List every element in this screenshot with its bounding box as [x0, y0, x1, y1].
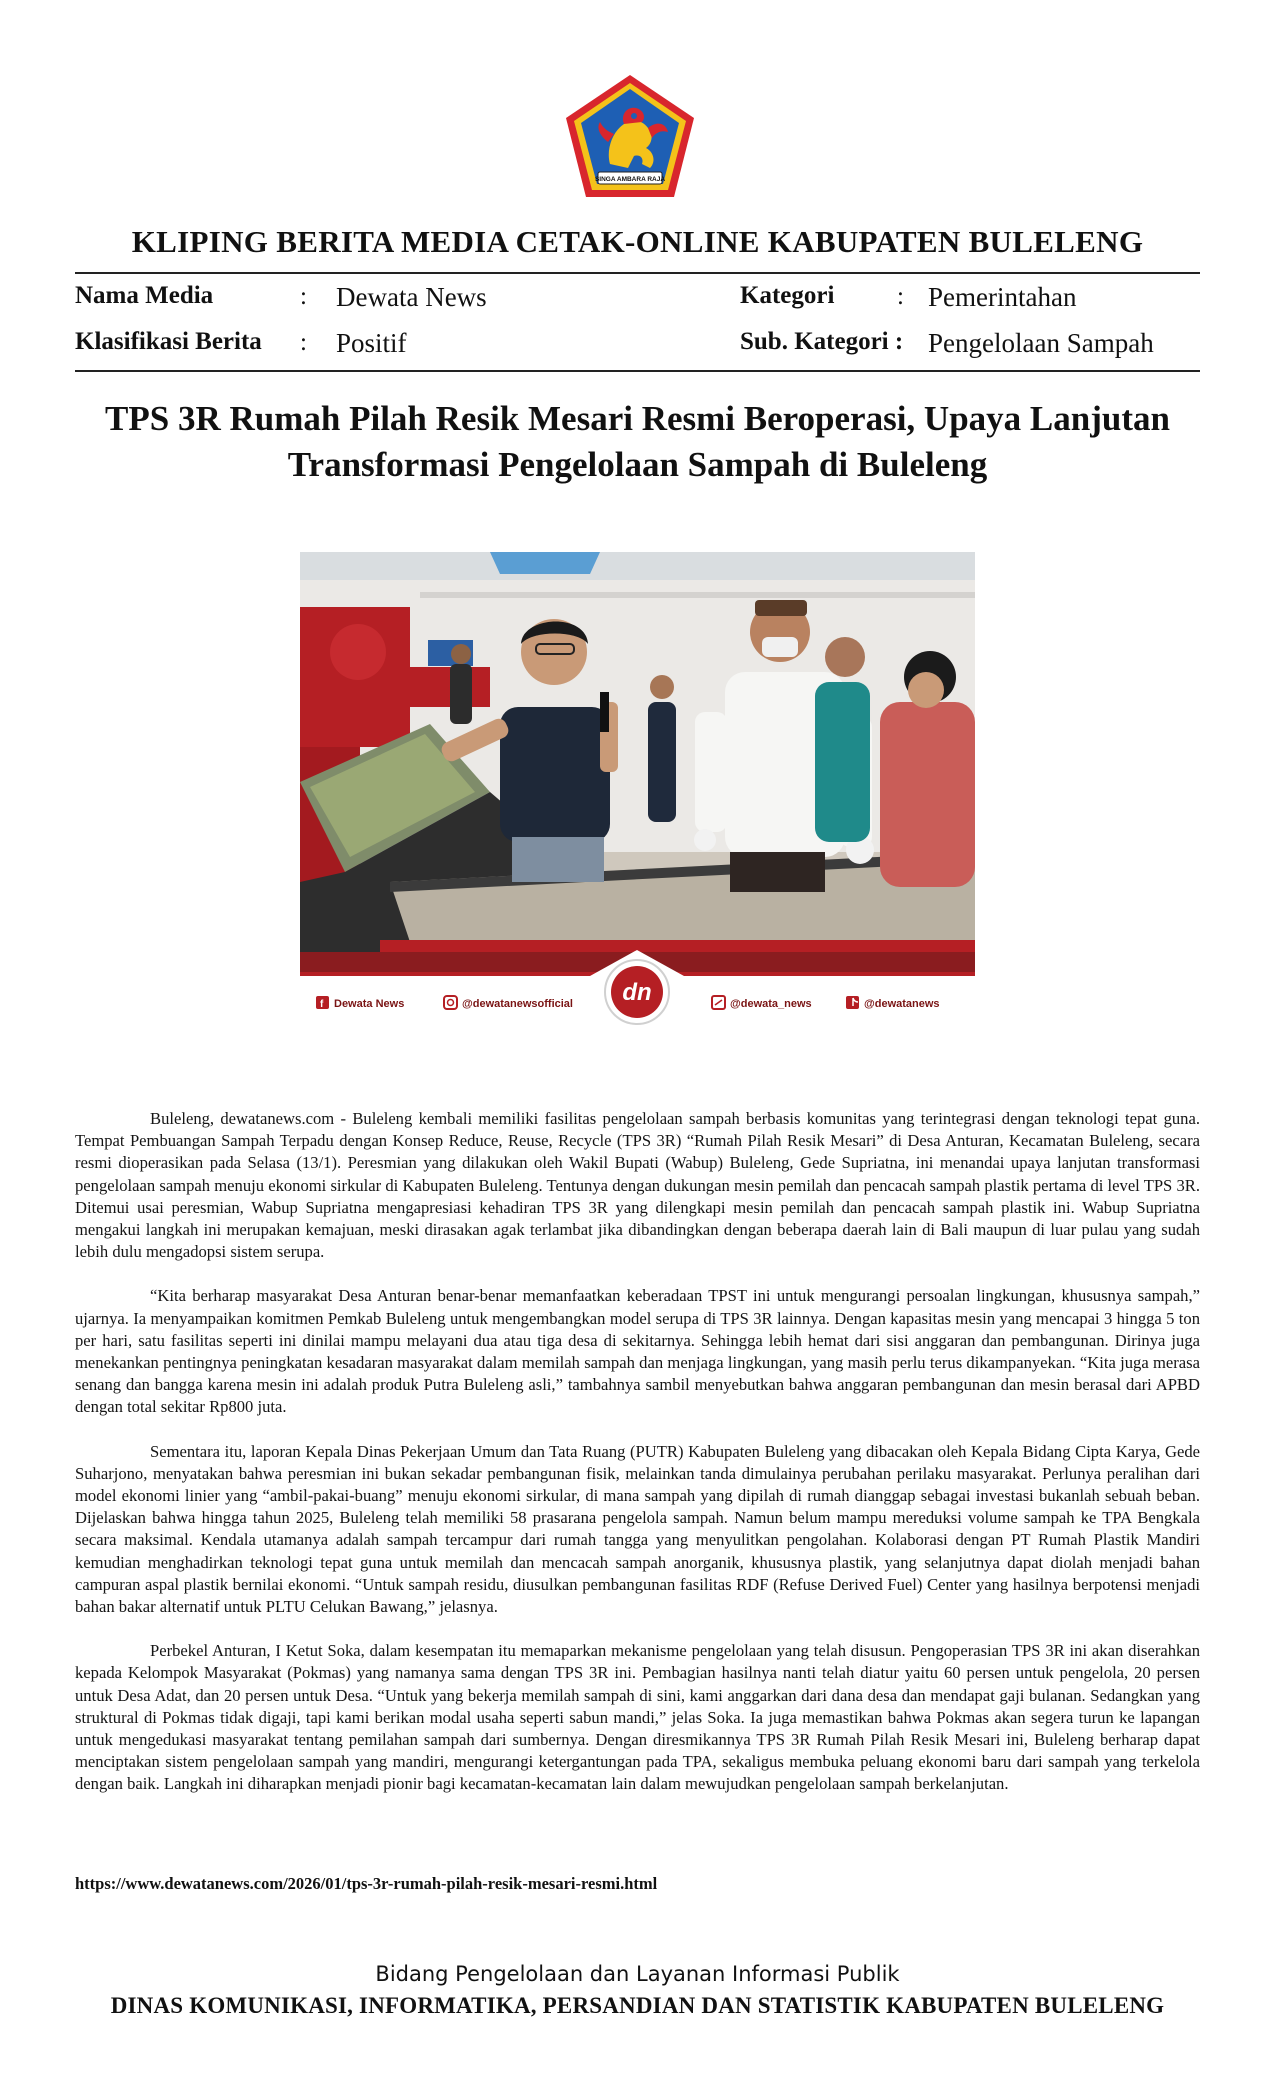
facebook-icon — [316, 996, 329, 1010]
footer-division: Bidang Pengelolaan dan Layanan Informasi Publik — [375, 1962, 900, 1986]
article-paragraph-3: Sementara itu, laporan Kepala Dinas Pekerjaan Umum dan Tata Ruang (PUTR) Kabupaten Buleleng yang dibacakan oleh Kepala Bidang Cipta Karya, Gede Suharjono, menyatakan bahwa peresmian ini bukan sekadar pembangunan fisik, melainkan tanda dimulainya perubahan perilaku masyarakat. Perlunya peralihan dari model ekonomi linier yang “ambil-pakai-buang” menuju ekonomi sirkular, di mana sampah yang dipilah di rumah dianggap sebagai investasi bukanlah sebuah beban. Dijelaskan bahwa hingga tahun 2025, Buleleng telah memiliki 58 prasarana pengelola sampah. Namun belum mampu mereduksi volume sampah ke TPA Bengkala secara maksimal. Kendala utamanya adalah sampah tercampur dari rumah tangga yang menyulitkan pengolahan. Kolaborasi dengan PT Rumah Plastik Mandiri kemudian menghadirkan teknologi tepat guna untuk memilah dan mencacah sampah anorganik, khususnya plastik, yang selanjutnya dapat diolah menjadi bahan campuran aspal plastik bernilai ekonomi. “Untuk sampah residu, diusulkan pembangunan fasilitas RDF (Refuse Derived Fuel) Center yang hasilnya berpotensi menjadi bahan bakar alternatif untuk PLTU Celukan Bawang,” jelasnya. — [75, 1441, 1200, 1617]
classification-value: Positif — [336, 328, 407, 358]
clipping-header-title: KLIPING BERITA MEDIA CETAK-ONLINE KABUPATEN BULELENG — [131, 224, 1144, 259]
social-tiktok-label: @dewatanews — [864, 998, 940, 1010]
social-instagram-label: @dewatanewsofficial — [462, 998, 573, 1010]
singa-ambara-raja-emblem — [562, 72, 698, 202]
article-paragraph-1: Buleleng, dewatanews.com - Buleleng kembali memiliki fasilitas pengelolaan sampah berbasis komunitas yang terintegrasi dengan teknologi tepat guna. Tempat Pembuangan Sampah Terpadu dengan Konsep Reduce, Reuse, Recycle (TPS 3R) “Rumah Pilah Resik Mesari” di Desa Anturan, Kecamatan Buleleng, secara resmi dioperasikan pada Selasa (13/1). Peresmian yang dilakukan oleh Wakil Bupati (Wabup) Buleleng, Gede Supriatna, ini menandai upaya lanjutan transformasi pengelolaan sampah menuju ekonomi sirkular di Kabupaten Buleleng. Tentunya dengan dukungan mesin pemilah dan pencacah sampah plastik pertama di level TPS 3R. Ditemui usai peresmian, Wabup Supriatna mengapresiasi kehadiran TPS 3R yang dilengkapi mesin pemilah dan pencacah sampah plastik ini. Wabup Supriatna mengakui langkah ini merupakan kemajuan, meski dirasakan agak terlambat jika dibandingkan dengan beberapa daerah lain di Bali maupun di luar pulau yang sudah lebih dulu mengadopsi sistem serupa. — [75, 1109, 1200, 1262]
header-rule-top — [75, 272, 1200, 274]
classification-label: Klasifikasi Berita — [75, 328, 262, 355]
media-name-label: Nama Media — [75, 282, 214, 309]
photo-watermark: dn — [622, 979, 652, 1006]
logo-motto: SINGA AMBARA RAJA — [594, 176, 666, 183]
social-twitter-label: @dewata_news — [730, 998, 812, 1010]
subcategory-label: Sub. Kategori : — [740, 328, 904, 355]
article-body — [75, 1108, 1200, 1818]
article-title — [75, 396, 1200, 488]
article-photo — [300, 552, 975, 1032]
classification-colon: : — [300, 329, 307, 356]
media-name-colon: : — [300, 283, 307, 310]
article-paragraph-2: “Kita berharap masyarakat Desa Anturan benar-benar memanfaatkan keberadaan TPST ini untuk mengurangi persoalan lingkungan, khususnya sampah,” ujarnya. Ia menyampaikan komitmen Pemkab Buleleng untuk mengembangkan model serupa di TPS 3R lainnya. Dengan kapasitas mesin yang mencapai 3 hingga 5 ton per hari, satu fasilitas seperti ini dinilai mampu melayani dua atau tiga desa di sekitarnya. Sehingga lebih hemat dari sisi anggaran dan pembangunan. Dirinya juga menekankan pentingnya peningkatan kesadaran masyarakat dalam memilah sampah dan menjaga lingkungan, yang masih perlu terus dikampanyekan. “Kita juga merasa senang dan bangga karena mesin ini adalah produk Putra Buleleng asli,” tambahnya sambil menyebutkan bahwa anggaran pembangunan dan mesin berasal dari APBD dengan total sekitar Rp800 juta. — [75, 1286, 1200, 1417]
tiktok-icon — [846, 996, 859, 1009]
media-name-value: Dewata News — [336, 282, 487, 312]
svg-text:f: f — [320, 999, 324, 1010]
article-title-line2: Transformasi Pengelolaan Sampah di Buleleng — [287, 445, 988, 484]
article-photo-illustration — [300, 552, 975, 1032]
subcategory-value: Pengelolaan Sampah — [928, 328, 1154, 358]
category-label: Kategori — [740, 282, 835, 309]
header-rule-bottom — [75, 370, 1200, 372]
article-paragraph-4: Perbekel Anturan, I Ketut Soka, dalam kesempatan itu memaparkan mekanisme pengelolaan yang telah disusun. Pengoperasian TPS 3R ini akan diserahkan kepada Kelompok Masyarakat (Pokmas) yang namanya sama dengan TPS 3R ini. Pembagian hasilnya nanti telah diatur yaitu 60 persen untuk pengelola, 20 persen untuk Desa Adat, dan 20 persen untuk Desa. “Untuk yang bekerja memilah sampah di sini, kami anggarkan dari dana desa dan mendapat gaji bulanan. Sedangkan yang struktural di Pokmas tidak digaji, tapi kami berikan modal usaha seperti sabun mandi,” jelas Soka. Ia juga memastikan bahwa Pokmas akan segera turun ke lapangan untuk mengedukasi masyarakat tentang pemilahan sampah dari sumbernya. Dengan diresmikannya TPS 3R Rumah Pilah Resik Mesari ini, Buleleng berharap dapat menciptakan sistem pengelolaan sampah yang mandiri, mengurangi ketergantungan pada TPA, sekaligus membuka peluang ekonomi baru dari sampah yang terkelola dengan baik. Langkah ini diharapkan menjadi pionir bagi kecamatan-kecamatan lain dalam mewujudkan pengelolaan sampah berkelanjutan. — [75, 1641, 1200, 1794]
social-facebook-label: Dewata News — [334, 998, 405, 1010]
regency-logo — [562, 72, 698, 202]
article-title-line1: TPS 3R Rumah Pilah Resik Mesari Resmi Beroperasi, Upaya Lanjutan — [105, 399, 1170, 438]
category-value: Pemerintahan — [928, 282, 1077, 312]
footer-agency: DINAS KOMUNIKASI, INFORMATIKA, PERSANDIAN DAN STATISTIK KABUPATEN BULELENG — [110, 1993, 1165, 2018]
source-url: https://www.dewatanews.com/2026/01/tps-3r-rumah-pilah-resik-mesari-resmi.html — [75, 1874, 658, 1893]
category-colon: : — [897, 283, 904, 310]
